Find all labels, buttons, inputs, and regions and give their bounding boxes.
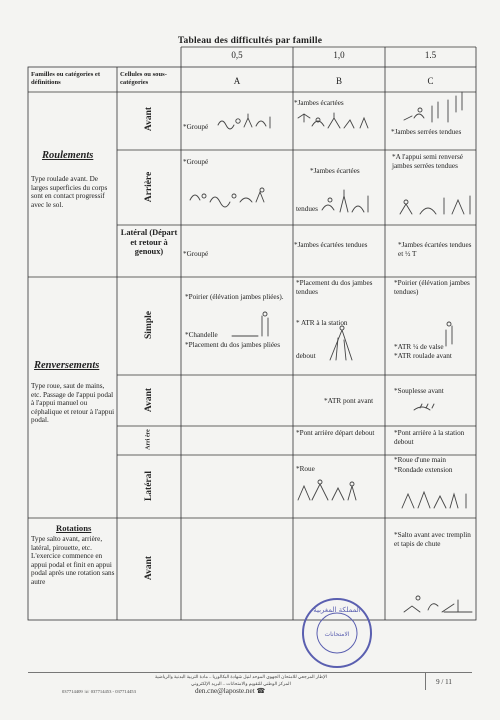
cell-roulements-lateral-c: *Jambes écartées tendues et ½ T xyxy=(398,241,472,258)
sketch-chandelle xyxy=(232,312,268,336)
footer-arabic-line1: الإطار المرجعي للامتحان الجهوي الموحد لنيل شهادة البكالوريا – مادة التربية البدنية والرياضية xyxy=(154,674,328,679)
family-title-renversements: Renversements xyxy=(34,360,100,371)
subcategory-renversements-avant: Avant xyxy=(144,387,154,413)
official-stamp xyxy=(300,596,374,670)
cell-renversements-simple-a3: *Placement du dos jambes pliées xyxy=(185,341,281,349)
header-col-c: C xyxy=(427,76,434,86)
sketch-roulade-appui-semi-renverse xyxy=(400,196,470,214)
footer-email: den.cne@laposte.net ☎ xyxy=(195,687,266,695)
subcategory-renversements-lateral: Latéral xyxy=(144,470,154,502)
sketch-roulade-groupee xyxy=(218,114,270,129)
cell-roulements-avant-c: *Jambes serrées tendues xyxy=(391,128,462,136)
subcategory-roulements-avant: Avant xyxy=(144,106,154,132)
footer-arabic-line2: المركز الوطني للتقويم والامتحانات – البريد الإلكتروني xyxy=(191,681,291,686)
level-1-5: 1.5 xyxy=(424,50,437,60)
cell-renversements-arriere-c: *Pont arrière à la station debout xyxy=(394,429,465,446)
family-definition-renversements: Type roue, saut de mains, etc. Passage de l'appui podal à l'appui manuel ou céphalique et retour à l'appui podal. xyxy=(31,382,115,425)
footer-phones: 037714409 ☏ 037714453 - 037714453 xyxy=(62,689,136,694)
cell-rotations-avant-c: *Salto avant avec tremplin et tapis de chute xyxy=(394,531,471,548)
family-title-rotations: Rotations xyxy=(56,523,92,533)
cell-renversements-simple-b2: * ATR à la station xyxy=(296,319,348,327)
table-title: Tableau des difficultés par famille xyxy=(177,36,323,46)
header-families: Familles ou catégories et définitions xyxy=(31,71,101,86)
cell-renversements-arriere-b: *Pont arrière départ debout xyxy=(296,429,375,437)
level-0-5: 0,5 xyxy=(231,50,243,60)
header-cells: Cellules ou sous-catégories xyxy=(120,71,167,86)
sketch-atr-station xyxy=(330,326,352,360)
subcategory-roulements-lateral: Latéral (Départ et retour à genoux) xyxy=(120,228,178,256)
cell-renversements-simple-c1: *Poirier (élévation jambes tendues) xyxy=(394,279,470,296)
stamp-text-inner: الامتحانات xyxy=(324,631,350,638)
cell-roulements-arriere-b1: *Jambes écartées xyxy=(310,167,360,175)
cell-renversements-simple-b3: debout xyxy=(296,352,316,360)
sketch-roue xyxy=(298,480,356,500)
header-col-b: B xyxy=(335,76,342,86)
sketch-roulade-jambes-ecartees xyxy=(298,113,368,128)
sketch-rondade-extension xyxy=(402,492,466,508)
family-title-roulements: Roulements xyxy=(42,150,94,161)
subcategory-rotations-avant: Avant xyxy=(144,555,154,581)
cell-roulements-avant-a: *Groupé xyxy=(183,123,209,131)
cell-renversements-avant-b: *ATR pont avant xyxy=(324,397,374,405)
cell-renversements-simple-a1: *Poirier (élévation jambes pliées). xyxy=(185,293,284,301)
cell-roulements-arriere-b2: tendues xyxy=(296,205,318,213)
family-definition-rotations: Type salto avant, arrière, latéral, pirouette, etc. L'exercice commence en appui podal et finit en appui podal après une rotation sans autre xyxy=(31,535,115,586)
cell-renversements-lateral-c1: *Roue d'une main xyxy=(394,456,446,464)
sketch-roulade-arriere-groupee xyxy=(190,188,264,207)
cell-renversements-simple-c2: *ATR ¼ de valse xyxy=(394,343,444,351)
subcategory-renversements-simple: Simple xyxy=(144,311,154,339)
cell-renversements-lateral-c2: *Rondade extension xyxy=(394,466,453,474)
cell-renversements-simple-c3: *ATR roulade avant xyxy=(394,352,452,360)
subcategory-renversements-arriere: Arri ère xyxy=(145,429,152,450)
cell-roulements-lateral-a: *Groupé xyxy=(183,250,209,258)
level-1-0: 1,0 xyxy=(333,50,345,60)
sketch-salto-avant xyxy=(404,596,472,612)
header-col-a: A xyxy=(233,76,241,86)
cell-renversements-avant-c: *Souplesse avant xyxy=(394,387,444,395)
stamp-text-outer: المملكة المغربية xyxy=(313,606,361,614)
cell-roulements-arriere-a: *Groupé xyxy=(183,158,209,166)
subcategory-roulements-arriere: Arrière xyxy=(144,171,154,203)
page-number: 9 / 11 xyxy=(425,672,462,690)
cell-roulements-avant-b: *Jambes écartées xyxy=(294,99,344,107)
cell-roulements-arriere-c: *A l'appui semi renversé jambes serrées tendues xyxy=(392,153,463,170)
cell-renversements-simple-b1: *Placement du dos jambes tendues xyxy=(296,279,373,296)
sketch-roulade-arriere-ecartee xyxy=(322,190,368,212)
sketch-souplesse-avant xyxy=(414,404,434,410)
footer-divider xyxy=(28,672,472,673)
cell-roulements-lateral-b: *Jambes écartées tendues xyxy=(294,241,368,249)
sketch-roulade-jambes-serrees xyxy=(404,92,462,122)
sketch-atr-quart-valse xyxy=(446,322,452,346)
family-definition-roulements: Type roulade avant. De larges superficies du corps sont en contact progressif avec le sol. xyxy=(31,175,108,209)
cell-renversements-simple-a2: *Chandelle xyxy=(185,331,218,339)
cell-renversements-lateral-b: *Roue xyxy=(296,465,315,473)
